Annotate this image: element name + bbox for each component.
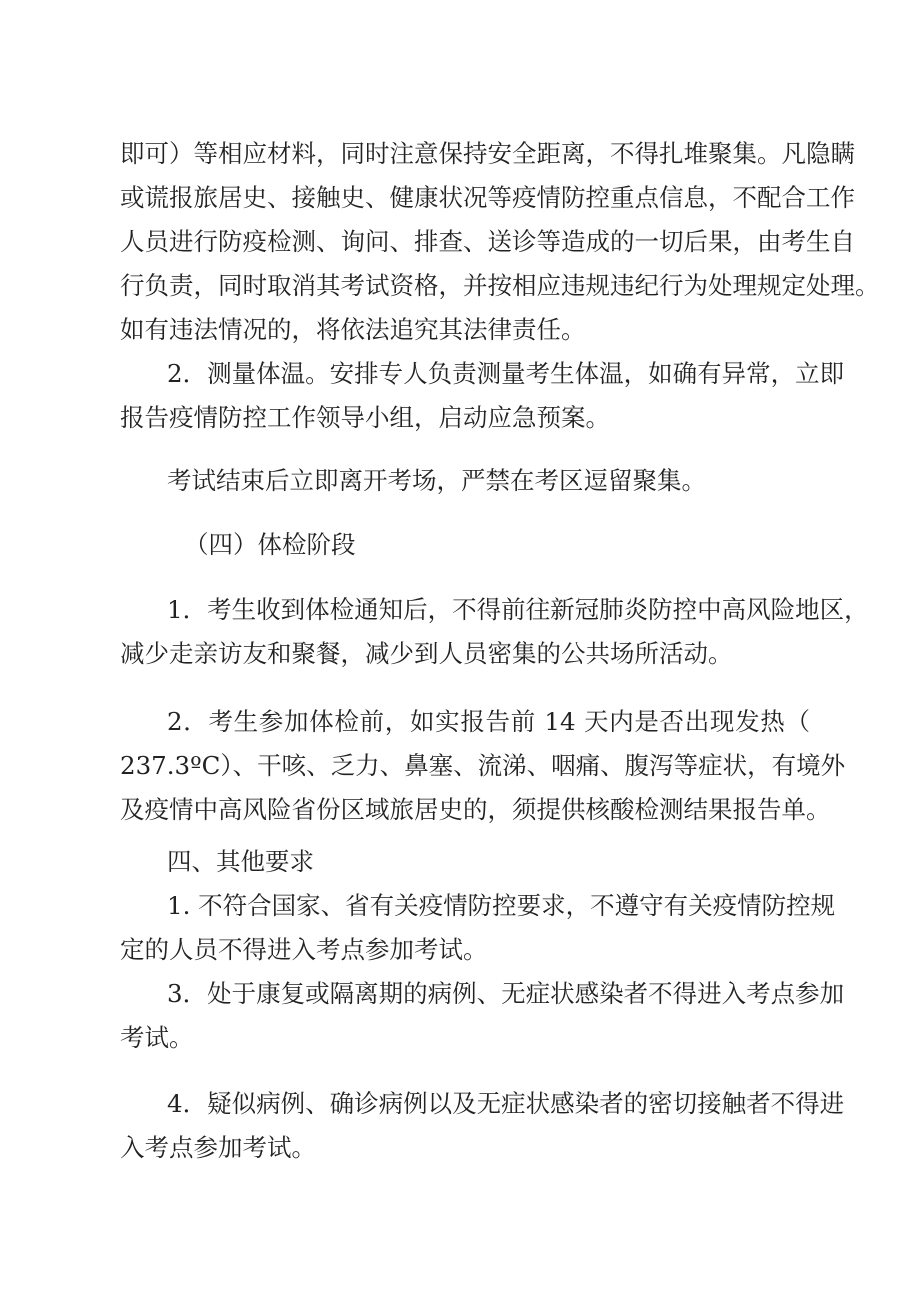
section-heading: （四）体检阶段 bbox=[184, 530, 356, 559]
paragraph-line: 考试结束后立即离开考场，严禁在考区逗留聚集。 bbox=[167, 466, 706, 495]
paragraph-line: 4．疑似病例、确诊病例以及无症状感染者的密切接触者不得进 bbox=[167, 1089, 845, 1118]
paragraph-line: 减少走亲访友和聚餐，减少到人员密集的公共场所活动。 bbox=[120, 639, 733, 668]
paragraph-line: 入考点参加考试。 bbox=[120, 1133, 316, 1162]
paragraph-line: 考试。 bbox=[120, 1023, 194, 1052]
paragraph-line: 1．考生收到体检通知后，不得前往新冠肺炎防控中高风险地区， bbox=[167, 595, 869, 624]
paragraph-line: 报告疫情防控工作领导小组，启动应急预案。 bbox=[120, 403, 610, 432]
paragraph-line: 237.3ºC）、干咳、乏力、鼻塞、流涕、咽痛、腹泻等症状，有境外 bbox=[120, 751, 846, 780]
paragraph-line: 及疫情中高风险省份区域旅居史的，须提供核酸检测结果报告单。 bbox=[120, 795, 831, 824]
paragraph-line: 人员进行防疫检测、询问、排查、送诊等造成的一切后果，由考生自 bbox=[120, 227, 855, 256]
section-heading: 四、其他要求 bbox=[167, 847, 314, 876]
paragraph-line: 2．考生参加体检前，如实报告前 14 天内是否出现发热（ bbox=[167, 707, 810, 736]
paragraph-line: 3．处于康复或隔离期的病例、无症状感染者不得进入考点参加 bbox=[167, 979, 845, 1008]
paragraph-line: 行负责，同时取消其考试资格，并按相应违规违纪行为处理规定处理。 bbox=[120, 271, 880, 300]
paragraph-line: 1. 不符合国家、省有关疫情防控要求，不遵守有关疫情防控规 bbox=[167, 891, 836, 920]
paragraph-line: 或谎报旅居史、接触史、健康状况等疫情防控重点信息，不配合工作 bbox=[120, 183, 855, 212]
paragraph-line: 即可）等相应材料，同时注意保持安全距离，不得扎堆聚集。凡隐瞒 bbox=[120, 139, 855, 168]
paragraph-line: 定的人员不得进入考点参加考试。 bbox=[120, 935, 488, 964]
paragraph-line: 如有违法情况的，将依法追究其法律责任。 bbox=[120, 315, 586, 344]
paragraph-line: 2．测量体温。安排专人负责测量考生体温，如确有异常，立即 bbox=[167, 359, 845, 388]
